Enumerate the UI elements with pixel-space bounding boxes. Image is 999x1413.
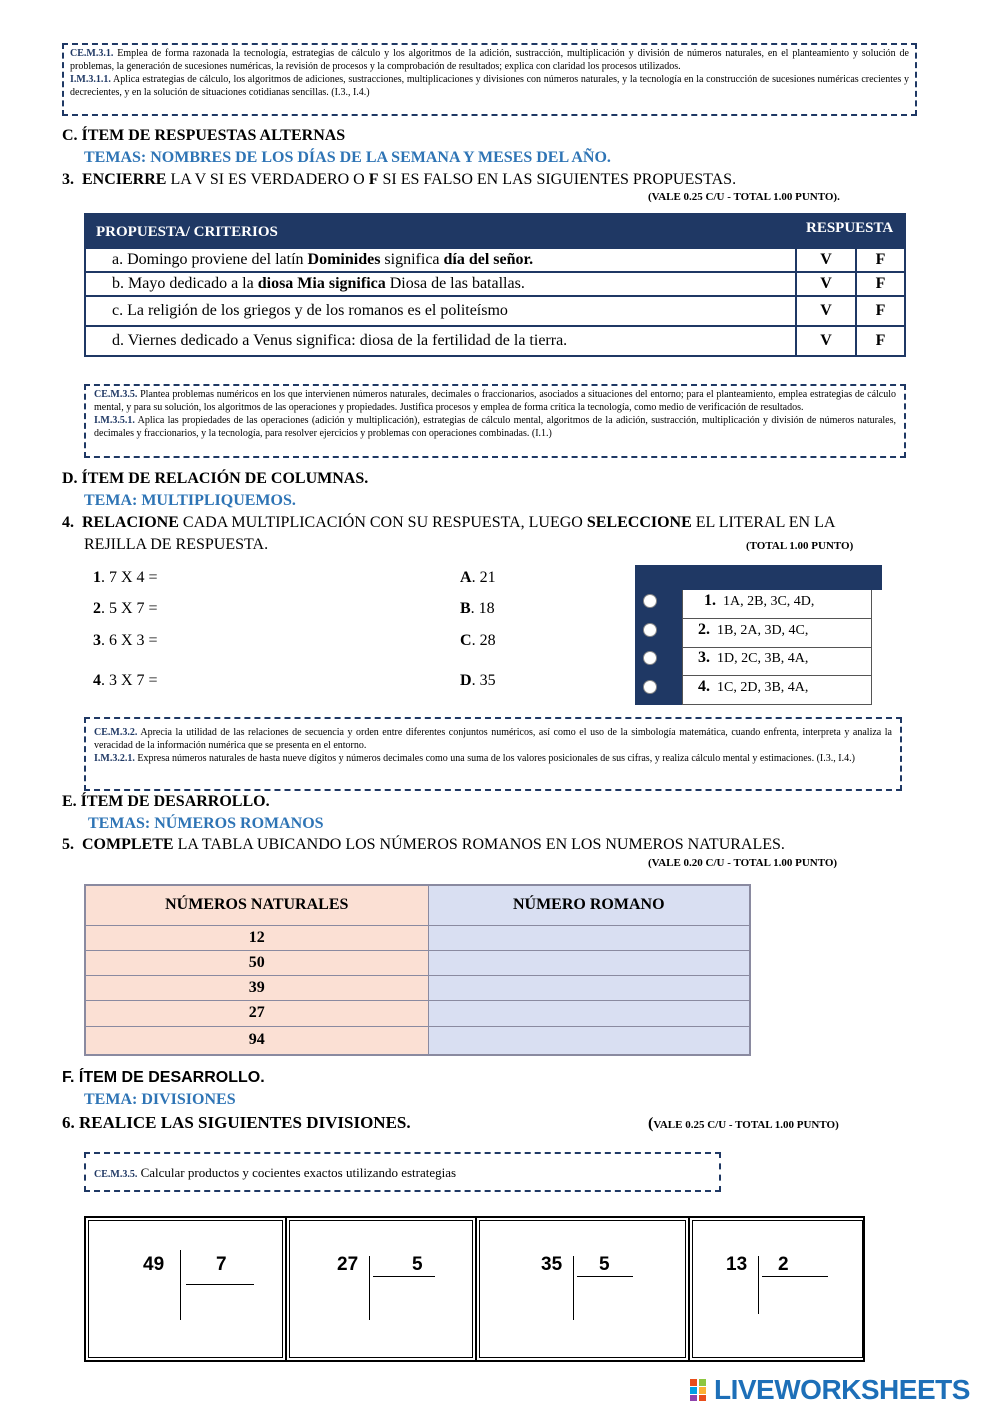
section-c-topic: TEMAS: NOMBRES DE LOS DÍAS DE LA SEMANA Y MESES DEL AÑO.: [84, 149, 611, 166]
answer-item: B. 18: [460, 600, 495, 617]
q-text-1: LA TABLA UBICANDO LOS NÚMEROS ROMANOS EN LOS NUMEROS NATURALES.: [173, 836, 785, 853]
grid-option: 4. 1C, 2D, 3B, 4A,: [698, 678, 809, 695]
dividend: 35: [541, 1254, 563, 1275]
mult-item: 2. 5 X 7 =: [93, 600, 158, 617]
tf-statement: a. Domingo proviene del latín Dominides significa día del señor.: [85, 248, 796, 272]
division-cell: [86, 1218, 287, 1360]
q-bold-1: COMPLETE: [82, 836, 174, 853]
tf-header-left: PROPUESTA/ CRITERIOS: [96, 224, 278, 240]
divisor: 5: [599, 1254, 610, 1275]
grid-option: 3. 1D, 2C, 3B, 4A,: [682, 648, 872, 676]
tf-rows: [84, 247, 906, 357]
bracket-horizontal: [373, 1276, 435, 1277]
section-c-title: C. ÍTEM DE RESPUESTAS ALTERNAS: [62, 127, 346, 144]
mult-item: 3. 6 X 3 =: [93, 632, 158, 649]
indicator-code: I.M.3.5.1.: [94, 415, 135, 426]
bracket-horizontal: [577, 1276, 633, 1277]
bracket-horizontal: [186, 1284, 254, 1285]
roman-answer-cell[interactable]: [428, 925, 750, 950]
false-option[interactable]: F: [856, 248, 905, 272]
answer-grid: [635, 565, 882, 705]
grid-option: 1. 1A, 2B, 3C, 4D,: [682, 590, 872, 619]
q-bold-2: SELECCIONE: [586, 514, 692, 531]
roman-header-row: [85, 885, 750, 925]
answer-item: A. 21: [460, 569, 496, 586]
col-naturales: NÚMEROS NATURALES: [85, 885, 428, 925]
section-d-value: (TOTAL 1.00 PUNTO): [746, 540, 854, 552]
criteria-code: CE.M.3.5.: [94, 1169, 138, 1180]
question-6: 6. REALICE LAS SIGUIENTES DIVISIONES.: [62, 1113, 411, 1132]
indicator-code: I.M.3.1.1.: [70, 74, 111, 85]
natural-number: 39: [85, 975, 428, 1000]
true-option[interactable]: V: [796, 248, 856, 272]
question-number: 5.: [62, 836, 74, 853]
true-option[interactable]: V: [796, 326, 856, 356]
question-number: 3.: [62, 171, 74, 188]
divisor: 2: [778, 1254, 789, 1275]
roman-answer-cell[interactable]: [428, 950, 750, 975]
indicator-text: Expresa números naturales de hasta nueve dígitos y números decimales como una suma de los valores posicionales de sus cifras, y realiza cálculo mental y estimaciones. (I.3., I.4.): [137, 753, 855, 764]
indicator-text: Aplica las propiedades de las operaciones (adición y multiplicación), estrategias de cálculo mental, algoritmos de la adición, sustracción, multiplicación y división de números naturales, decimales y fraccionarios, y la tecnología, para resolver ejercicios y problemas con operaciones combinadas. (I.1.): [94, 415, 896, 439]
natural-number: 27: [85, 1000, 428, 1026]
division-cell: [690, 1218, 865, 1360]
q-bold-2: F: [368, 171, 379, 188]
bracket-horizontal: [762, 1276, 828, 1277]
criteria-text: Aprecia la utilidad de las relaciones de secuencia y orden entre diferentes conjuntos numéricos, así como el uso de la simbología matemática, cuando enfrenta, interpreta y analiza la veracidad de la información numérica que se presenta en el entorno.: [94, 727, 892, 751]
tf-row: [85, 272, 905, 296]
criteria-box-2: [84, 384, 906, 458]
table-row: [85, 925, 750, 950]
true-option[interactable]: V: [796, 296, 856, 326]
radio-option-3[interactable]: [643, 651, 657, 665]
tf-row: [85, 248, 905, 272]
bracket-vertical: [573, 1256, 574, 1320]
false-option[interactable]: F: [856, 272, 905, 296]
division-grid: [84, 1216, 865, 1362]
bracket-vertical: [369, 1256, 370, 1320]
tf-row: [85, 326, 905, 356]
criteria-code: CE.M.3.5.: [94, 389, 138, 400]
question-5: [62, 836, 902, 854]
section-d-topic: TEMA: MULTIPLIQUEMOS.: [84, 492, 296, 509]
answer-area[interactable]: [577, 1280, 647, 1320]
natural-number: 50: [85, 950, 428, 975]
answer-item: C. 28: [460, 632, 496, 649]
q-text-2: EL LITERAL EN LA: [691, 514, 836, 531]
natural-number: 94: [85, 1026, 428, 1055]
grid-header: [635, 565, 882, 590]
q-bold-1: ENCIERRE: [82, 171, 167, 188]
roman-table: [84, 884, 751, 1056]
radio-option-2[interactable]: [643, 623, 657, 637]
dividend: 13: [726, 1254, 748, 1275]
tf-header-right: RESPUESTA: [806, 220, 894, 236]
section-e-topic: TEMAS: NÚMEROS ROMANOS: [88, 815, 324, 832]
criteria-box-1: [62, 43, 917, 116]
q-bold-1: RELACIONE: [82, 514, 179, 531]
criteria-text: Plantea problemas numéricos en los que intervienen números naturales, decimales o fraccionarios, asociados a situaciones del entorno; para el planteamiento, emplea estrategias de cálculo mental, y para su solución, los algoritmos de las operaciones y propiedades. Justifica procesos y emplea de forma crítica la tecnología, como medio de verificación de resultados.: [94, 389, 897, 413]
criteria-code: CE.M.3.1.: [70, 48, 114, 59]
roman-answer-cell[interactable]: [428, 1026, 750, 1055]
table-row: [85, 1000, 750, 1026]
criteria-box-3: [84, 717, 902, 791]
criteria-box-4: [84, 1152, 721, 1192]
logo-icon: [690, 1379, 716, 1401]
tf-statement: d. Viernes dedicado a Venus significa: diosa de la fertilidad de la tierra.: [85, 326, 796, 356]
tf-row: [85, 296, 905, 326]
table-row: [85, 950, 750, 975]
tf-statement: c. La religión de los griegos y de los romanos es el politeísmo: [85, 296, 796, 326]
radio-option-1[interactable]: [643, 594, 657, 608]
question-4: [62, 514, 902, 532]
criteria-code: CE.M.3.2.: [94, 727, 138, 738]
radio-option-4[interactable]: [643, 680, 657, 694]
division-cell: [287, 1218, 477, 1360]
answer-area[interactable]: [375, 1280, 445, 1320]
false-option[interactable]: F: [856, 326, 905, 356]
tf-header: [86, 215, 904, 247]
division-cell: [477, 1218, 690, 1360]
table-row: [85, 1026, 750, 1055]
divisor: 5: [412, 1254, 423, 1275]
question-3: [62, 171, 902, 189]
section-e-value: (VALE 0.20 C/U - TOTAL 1.00 PUNTO): [648, 857, 838, 869]
dividend: 27: [337, 1254, 359, 1275]
divisor: 7: [216, 1254, 227, 1275]
section-d-title: D. ÍTEM DE RELACIÓN DE COLUMNAS.: [62, 470, 369, 487]
mult-item: 1. 7 X 4 =: [93, 569, 158, 586]
table-row: [85, 975, 750, 1000]
section-e-title: E. ÍTEM DE DESARROLLO.: [62, 793, 270, 810]
section-f-value: (VALE 0.25 C/U - TOTAL 1.00 PUNTO): [648, 1115, 839, 1132]
section-f-topic: TEMA: DIVISIONES: [84, 1091, 236, 1108]
indicator-code: I.M.3.2.1.: [94, 753, 135, 764]
roman-answer-cell[interactable]: [428, 1000, 750, 1026]
answer-item: D. 35: [460, 672, 496, 689]
grid-option: 2. 1B, 2A, 3D, 4C,: [682, 619, 872, 648]
criteria-text: Emplea de forma razonada la tecnología, estrategias de cálculo y los algoritmos de la adición, sustracción, multiplicación y división de números naturales, en el planteamiento y solución de problemas, la generación de sucesiones numéricas, la revisión de procesos y la comprobación de resultados; explica con claridad los procesos utilizados.: [70, 48, 909, 72]
q-text-1: CADA MULTIPLICACIÓN CON SU RESPUESTA, LUEGO: [178, 514, 587, 531]
criteria-text: Calcular productos y cocientes exactos utilizando estrategias: [137, 1165, 457, 1180]
section-f-title: F. ÍTEM DE DESARROLLO.: [62, 1069, 265, 1086]
col-romano: NÚMERO ROMANO: [428, 885, 750, 925]
question-4-line2: REJILLA DE RESPUESTA.: [84, 536, 269, 553]
dividend: 49: [143, 1254, 165, 1275]
natural-number: 12: [85, 925, 428, 950]
tf-table: [84, 213, 906, 357]
question-number: 4.: [62, 514, 74, 531]
bracket-vertical: [758, 1256, 759, 1314]
answer-area[interactable]: [186, 1288, 256, 1328]
bracket-vertical: [180, 1250, 181, 1320]
tf-statement: b. Mayo dedicado a la diosa Mia significa Diosa de las batallas.: [85, 272, 796, 296]
section-c-value: (VALE 0.25 C/U - TOTAL 1.00 PUNTO).: [648, 191, 840, 203]
mult-item: 4. 3 X 7 =: [93, 672, 158, 689]
q-text-2: SI ES FALSO EN LAS SIGUIENTES PROPUESTAS.: [378, 171, 737, 188]
false-option[interactable]: F: [856, 296, 905, 326]
true-option[interactable]: V: [796, 272, 856, 296]
q-text-1: LA V SI ES VERDADERO O: [166, 171, 369, 188]
indicator-text: Aplica estrategias de cálculo, los algoritmos de adiciones, sustracciones, multiplicaciones y divisiones con números naturales, y la tecnología en la construcción de sucesiones numéricas crecientes y decrecientes, y en la solución de situaciones cotidianas sencillas. (I.3., I.4.): [70, 74, 910, 98]
roman-answer-cell[interactable]: [428, 975, 750, 1000]
logo-text: LIVEWORKSHEETS: [714, 1374, 970, 1405]
answer-area[interactable]: [762, 1280, 832, 1320]
